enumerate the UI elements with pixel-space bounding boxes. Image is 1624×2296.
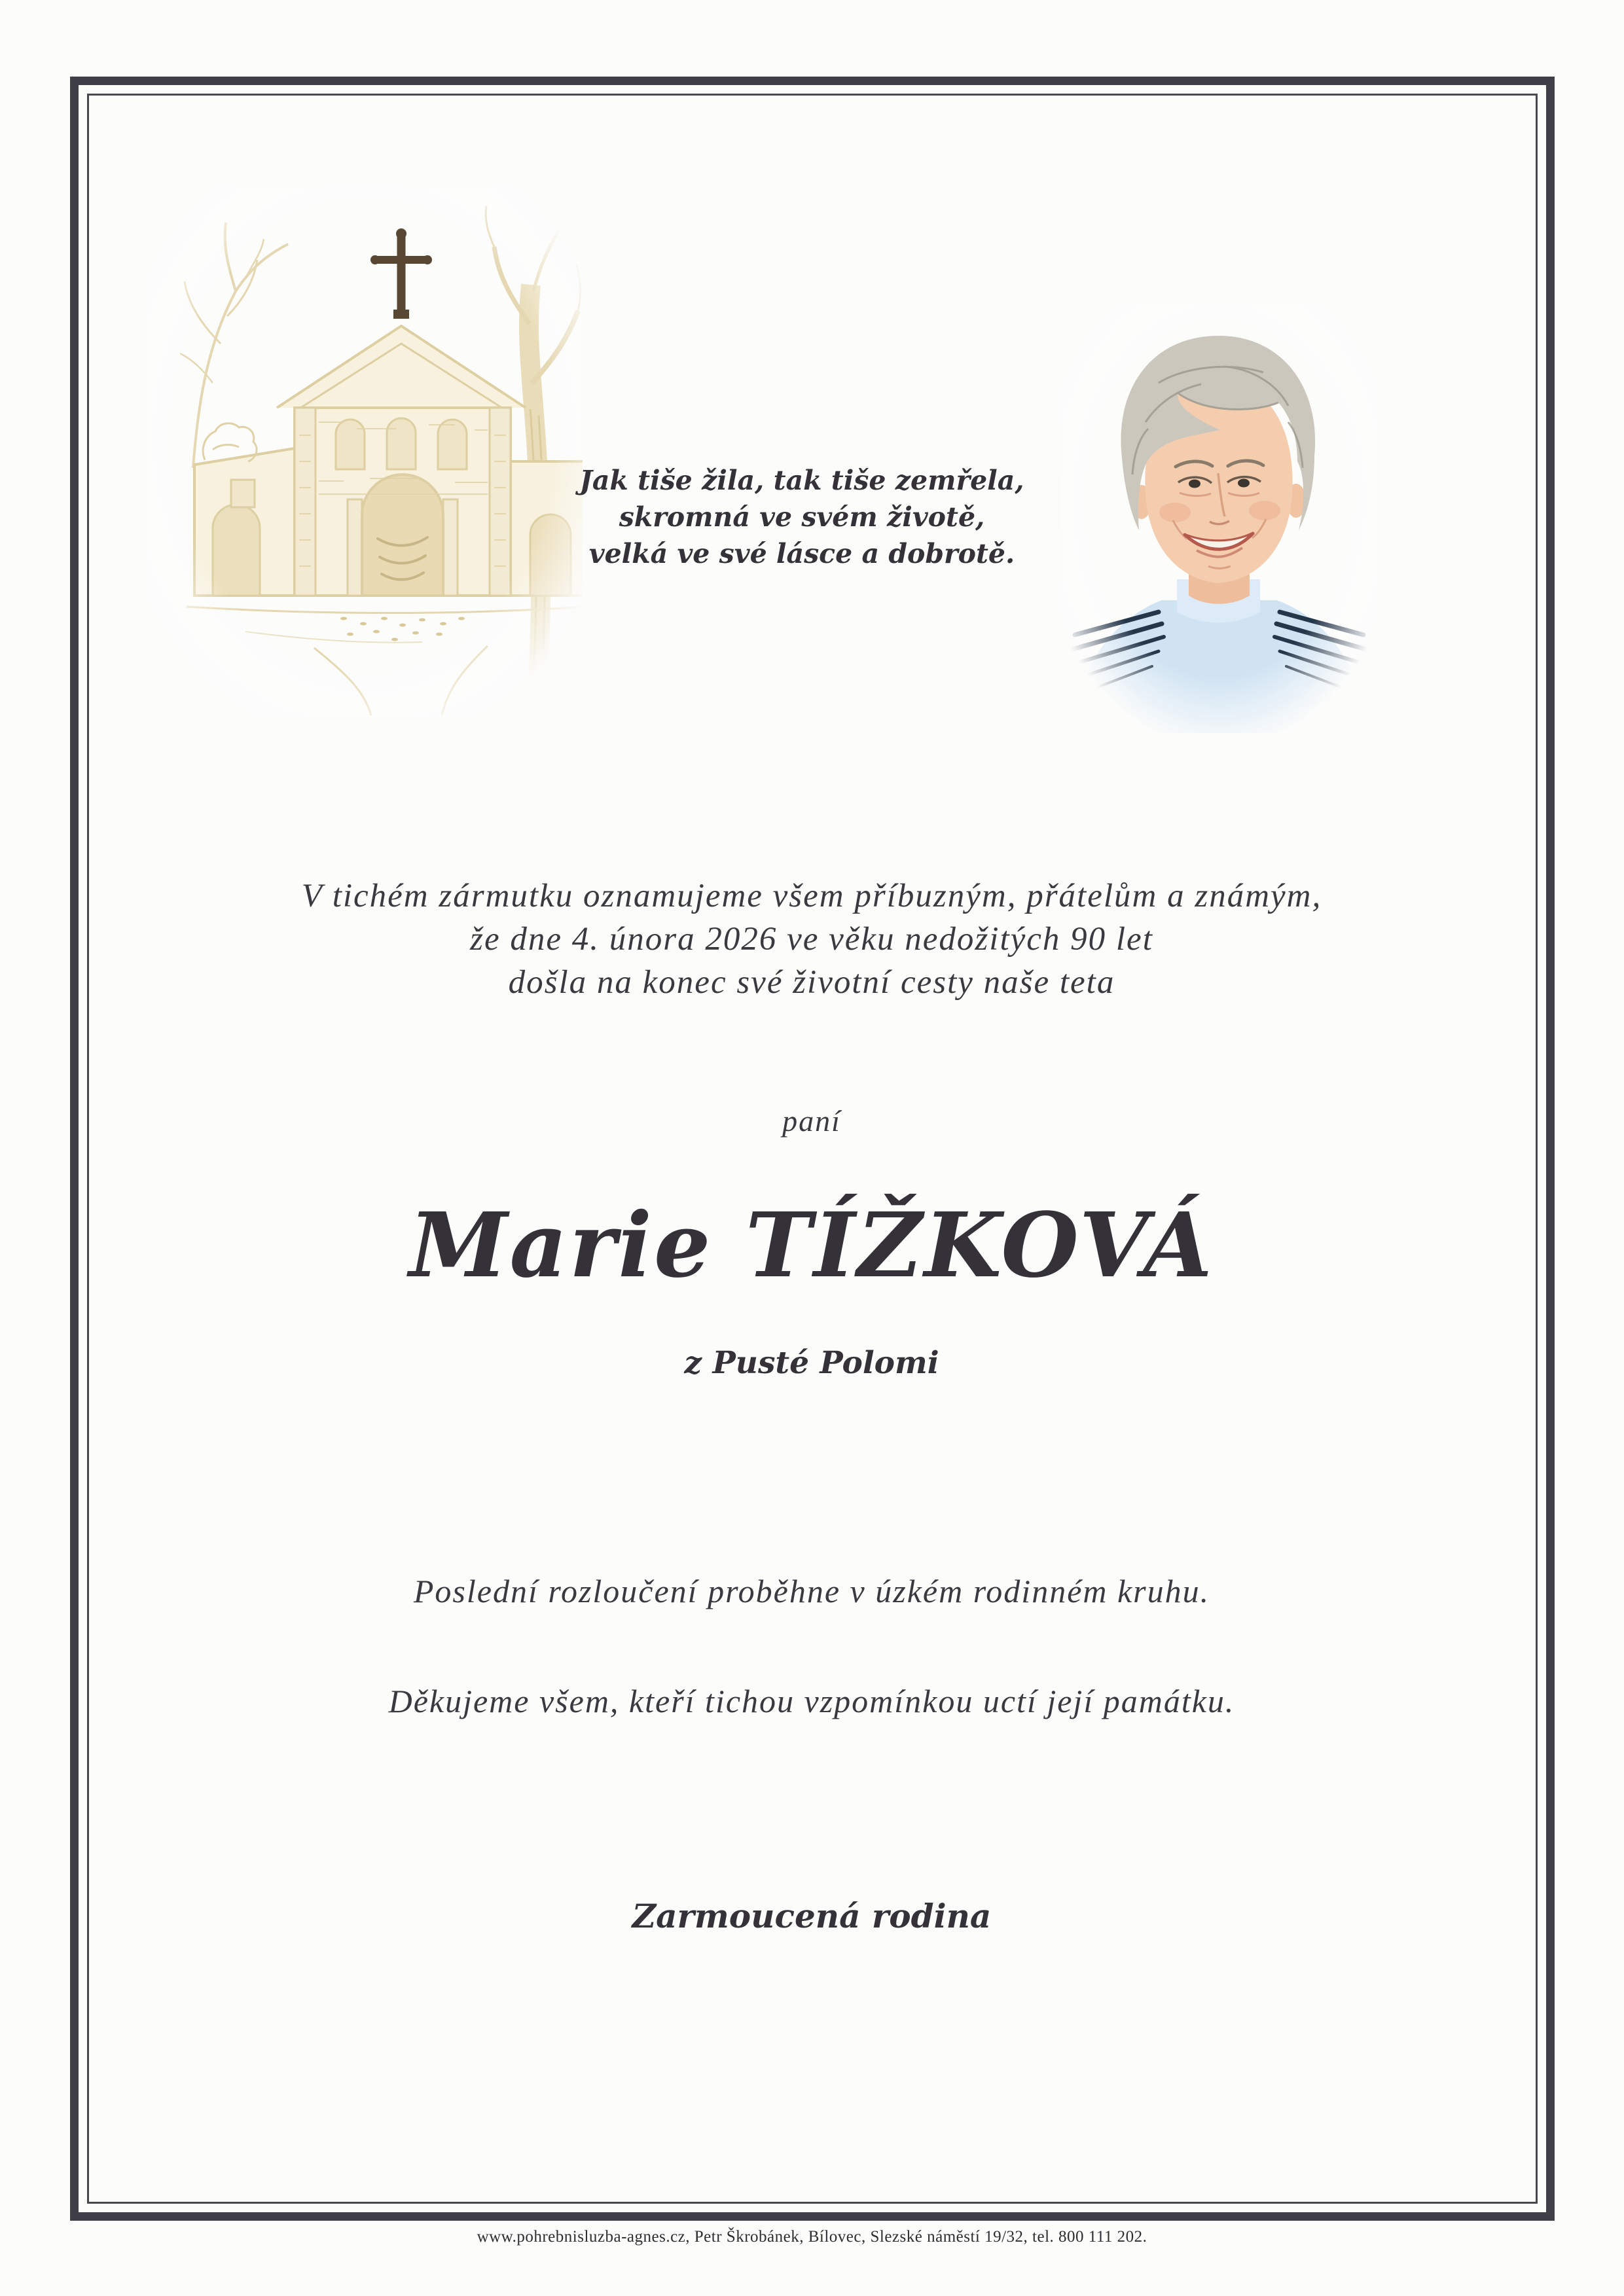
quote-line: Jak tiše žila, tak tiše zemřela, xyxy=(579,465,1024,496)
portrait-photo xyxy=(1060,304,1378,733)
announcement-line: V tichém zármutku oznamujeme všem příbuzným, přátelům a známým, xyxy=(301,878,1322,914)
deceased-origin: z Pusté Polomi xyxy=(684,1345,939,1381)
portrait-svg xyxy=(1060,304,1378,733)
announcement-line: došla na konec své životní cesty naše teta xyxy=(508,964,1115,1001)
deceased-name: Marie TÍŽKOVÁ xyxy=(408,1193,1215,1298)
farewell-notice: Poslední rozloučení proběhne v úzkém rodinném kruhu. xyxy=(413,1573,1210,1609)
church-drawing-svg xyxy=(147,187,583,717)
announcement-text xyxy=(92,874,1532,1004)
memorial-quote xyxy=(550,462,1054,572)
announcement-line: že dne 4. února 2026 ve věku nedožitých 90 let xyxy=(470,921,1153,958)
signature-family: Zarmoucená rodina xyxy=(632,1897,992,1935)
thanks-notice: Děkujeme všem, kteří tichou vzpomínkou uctí její památku. xyxy=(388,1683,1235,1719)
funeral-home-footer: www.pohrebnisluzba-agnes.cz, Petr Škrobánek, Bílovec, Slezské náměstí 19/32, tel. 800 111 202. xyxy=(477,2228,1147,2246)
quote-line: velká ve své lásce a dobrotě. xyxy=(588,538,1015,569)
honorific-label: paní xyxy=(782,1104,841,1138)
quote-line: skromná ve svém životě, xyxy=(619,501,985,533)
church-illustration xyxy=(147,187,583,717)
